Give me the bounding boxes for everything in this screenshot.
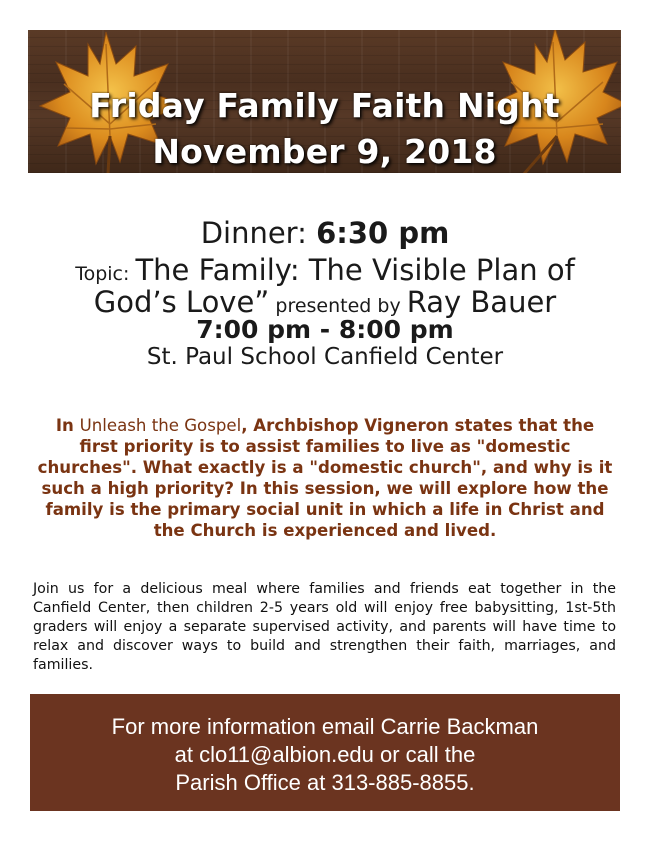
invitation-paragraph: Join us for a delicious meal where families and friends eat together in the Canfield Center, then children 2-5 years old will enjoy free babysitting, 1st-5th graders will enjoy a separate supervised activity, and parents will have time to relax and discover ways to build and strengthen their faith, marriages, and families. — [33, 581, 616, 673]
dinner-time: 6:30 pm — [316, 216, 450, 250]
page-title: Friday Family Faith Night — [89, 86, 560, 125]
contact-line-1: For more information email Carrie Backman — [111, 714, 539, 739]
contact-line-2: at clo11@albion.edu or call the — [174, 742, 476, 767]
dinner-label: Dinner: — [200, 216, 317, 250]
session-time: 7:00 pm - 8:00 pm — [196, 315, 454, 344]
book-title: Unleash the Gospel — [79, 416, 242, 435]
session-description — [35, 415, 615, 541]
topic-title-part1: The Family: The Visible Plan of — [135, 253, 575, 287]
event-date: November 9, 2018 — [152, 132, 497, 171]
dinner-info — [0, 215, 650, 251]
contact-box — [30, 694, 620, 811]
topic-title-part2: God’s Love” — [93, 285, 270, 319]
contact-line-3: Parish Office at 313-885-8855. — [175, 770, 475, 795]
event-location: St. Paul School Canfield Center — [146, 344, 504, 370]
description-body: , Archbishop Vigneron states that the first priority is to assist families to live as "domestic churches". What exactly is a "domestic church", and why is it such a high priority? In this session, we will explore how the family is the primary social unit in which a life in Christ and the Church is experienced and lived. — [37, 416, 613, 540]
topic-label: Topic: — [75, 263, 136, 285]
presenter-name: Ray Bauer — [406, 285, 557, 319]
description-lead: In — [55, 416, 80, 435]
header-banner — [28, 30, 621, 173]
presented-by-label: presented by — [269, 295, 407, 317]
